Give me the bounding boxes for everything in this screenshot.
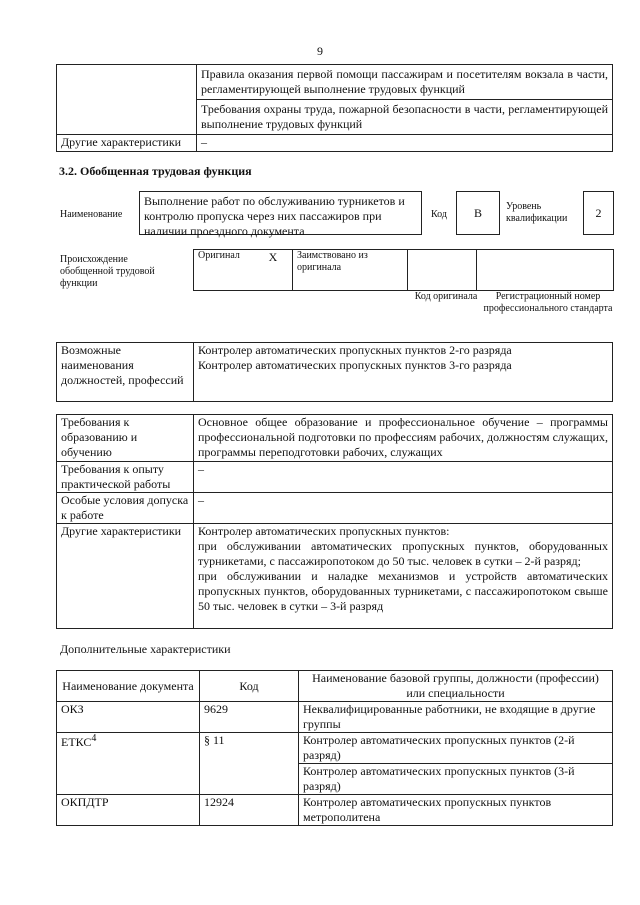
position-item: Контролер автоматических пропускных пунктов 3-го разряда bbox=[198, 358, 512, 372]
level-label: Уровень квалификации bbox=[506, 201, 568, 224]
name-cell: Неквалифицированные работники, не входящие в другие группы bbox=[299, 702, 613, 733]
reg-number-cell bbox=[477, 250, 614, 291]
positions-values bbox=[194, 343, 613, 402]
table-row bbox=[57, 415, 613, 462]
positions-table bbox=[56, 342, 613, 402]
row-value bbox=[197, 65, 613, 135]
requirements-table bbox=[56, 414, 613, 629]
table-row bbox=[57, 343, 613, 402]
origin-table bbox=[193, 249, 614, 291]
row-label: Другие характеристики bbox=[57, 135, 197, 152]
name-cell: Контролер автоматических пропускных пунктов метрополитена bbox=[299, 795, 613, 826]
column-header: Наименование документа bbox=[57, 671, 200, 702]
table-row bbox=[57, 462, 613, 493]
original-cell bbox=[194, 250, 255, 291]
origin-label: Происхождение обобщенной трудовой функции bbox=[60, 254, 155, 289]
column-header: Код bbox=[200, 671, 299, 702]
additional-table bbox=[56, 670, 613, 826]
original-mark: X bbox=[268, 250, 278, 264]
table-row bbox=[57, 135, 613, 152]
row-value: – bbox=[197, 135, 613, 152]
code-cell: 12924 bbox=[200, 795, 299, 826]
borrowed-cell bbox=[293, 250, 408, 291]
original-mark-cell bbox=[254, 250, 293, 291]
reg-number-caption: Регистрационный номер профессионального стандарта bbox=[483, 291, 613, 314]
code-cell: § 11 bbox=[200, 733, 299, 795]
position-item: Контролер автоматических пропускных пунктов 2-го разряда bbox=[198, 343, 512, 357]
requirement-value: Основное общее образование и профессиональное обучение – программы профессиональной подготовки по профессиям рабочих, должностям служащих, программы переподготовки рабочих, служащих bbox=[194, 415, 613, 462]
requirement-label: Требования к образованию и обучению bbox=[57, 415, 194, 462]
table-row bbox=[57, 65, 613, 135]
code-cell: 9629 bbox=[200, 702, 299, 733]
level-box bbox=[583, 191, 614, 235]
code-original-cell bbox=[408, 250, 477, 291]
table-row bbox=[57, 524, 613, 629]
row-value-text: Правила оказания первой помощи пассажирам и посетителям вокзала в части, регламентирующей выполнение трудовых функций bbox=[197, 65, 612, 100]
table-row bbox=[57, 795, 613, 826]
function-name-box bbox=[139, 191, 422, 238]
name-label: Наименование bbox=[60, 209, 123, 220]
requirement-line: при обслуживании и наладке механизмов и устройств автоматических пропускных пунктов, оборудованных турникетами, с пассажиропотоком свыше 50 тыс. человек в сутки – 3-й разряд bbox=[198, 569, 608, 613]
borrowed-label: Заимствовано из оригинала bbox=[297, 250, 368, 273]
code-box bbox=[456, 191, 500, 235]
additional-title: Дополнительные характеристики bbox=[60, 642, 231, 656]
page-number: 9 bbox=[317, 44, 323, 58]
code-value: B bbox=[473, 206, 482, 220]
table-row bbox=[57, 493, 613, 524]
column-header: Наименование базовой группы, должности (профессии) или специальности bbox=[299, 671, 613, 702]
table-row bbox=[57, 733, 613, 764]
requirement-label: Особые условия допуска к работе bbox=[57, 493, 194, 524]
code-label: Код bbox=[431, 209, 447, 220]
requirement-value: – bbox=[194, 462, 613, 493]
original-label: Оригинал bbox=[198, 250, 240, 261]
doc-cell bbox=[57, 733, 200, 795]
positions-label: Возможные наименования должностей, профессий bbox=[57, 343, 194, 402]
requirement-line: Контролер автоматических пропускных пунктов: bbox=[198, 524, 450, 538]
function-name: Выполнение работ по обслуживанию турникетов и контролю пропуска через них пассажиров при наличии проездного документа bbox=[144, 194, 405, 238]
row-label bbox=[57, 65, 197, 135]
requirement-value bbox=[194, 524, 613, 629]
doc-name: ЕТКС bbox=[61, 735, 92, 749]
requirement-label: Другие характеристики bbox=[57, 524, 194, 629]
doc-cell: ОКПДТР bbox=[57, 795, 200, 826]
section-title: 3.2. Обобщенная трудовая функция bbox=[59, 164, 252, 178]
row-value-text: Требования охраны труда, пожарной безопасности в части, регламентирующей выполнение трудовых функций bbox=[201, 102, 608, 131]
requirement-line: при обслуживании автоматических пропускных пунктов, оборудованных турникетами, с пассажиропотоком до 50 тыс. человек в сутки – 2-й разряд; bbox=[198, 539, 608, 568]
level-value: 2 bbox=[595, 206, 602, 220]
top-table bbox=[56, 64, 613, 152]
name-cell: Контролер автоматических пропускных пунктов (3-й разряд) bbox=[299, 764, 613, 795]
footnote-marker: 4 bbox=[91, 733, 97, 744]
code-original-caption: Код оригинала bbox=[414, 291, 478, 302]
table-header-row bbox=[57, 671, 613, 702]
requirement-value: – bbox=[194, 493, 613, 524]
name-cell: Контролер автоматических пропускных пунктов (2-й разряд) bbox=[299, 733, 613, 764]
table-row bbox=[57, 702, 613, 733]
requirement-label: Требования к опыту практической работы bbox=[57, 462, 194, 493]
doc-cell: ОКЗ bbox=[57, 702, 200, 733]
